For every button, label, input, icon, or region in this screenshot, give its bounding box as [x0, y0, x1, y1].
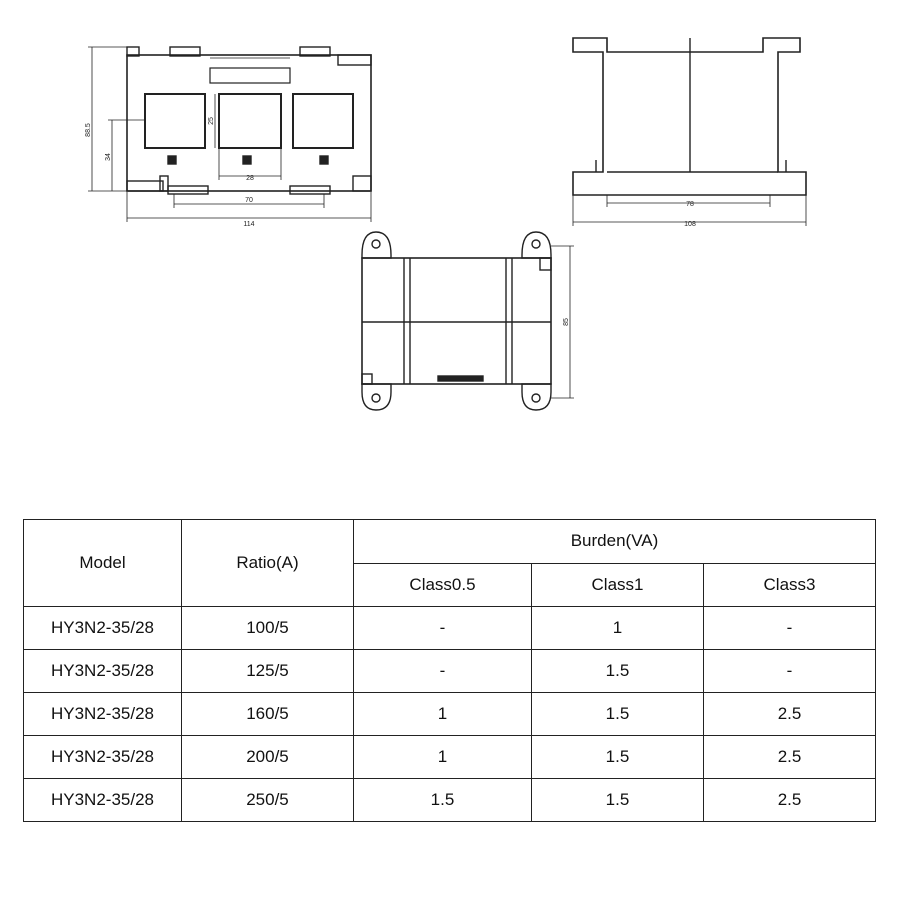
top-view-labels: [563, 318, 570, 326]
side-view-labels: [684, 201, 696, 228]
cell-ratio: 250/5: [182, 779, 354, 822]
dim-inner-height-label: 34: [105, 153, 112, 161]
cell-model: HY3N2-35/28: [24, 779, 182, 822]
phase-label: S1: [169, 155, 176, 165]
cell-class-05: 1.5: [354, 779, 532, 822]
cell-class-3: 2.5: [704, 779, 876, 822]
table-row: [24, 736, 876, 779]
cell-class-05: -: [354, 650, 532, 693]
cell-ratio: 100/5: [182, 607, 354, 650]
cell-class-3: 2.5: [704, 693, 876, 736]
dim-total-width-label: 114: [243, 221, 255, 228]
header-burden: Burden(VA): [354, 520, 876, 564]
top-view: [362, 232, 574, 410]
phase-label: S1: [321, 155, 328, 165]
cell-model: HY3N2-35/28: [24, 607, 182, 650]
dim-window-width-label: 28: [246, 175, 254, 182]
table-header-row: [24, 520, 876, 564]
cell-class-1: 1.5: [532, 779, 704, 822]
cell-class-3: 2.5: [704, 736, 876, 779]
header-model: Model: [24, 520, 182, 607]
header-ratio: Ratio(A): [182, 520, 354, 607]
side-view: [573, 38, 806, 226]
header-class-1: Class1: [532, 563, 704, 607]
cell-ratio: 200/5: [182, 736, 354, 779]
dim-depth-label: 85: [563, 318, 570, 326]
cell-model: HY3N2-35/28: [24, 650, 182, 693]
cell-class-1: 1.5: [532, 736, 704, 779]
cell-class-05: 1: [354, 693, 532, 736]
cell-class-1: 1.5: [532, 693, 704, 736]
spec-table: [23, 519, 876, 822]
cell-class-05: 1: [354, 736, 532, 779]
dim-mount-spacing-label: 70: [245, 197, 253, 204]
cell-class-3: -: [704, 607, 876, 650]
phase-label: S1: [244, 155, 251, 165]
dim-body-width-label: 78: [686, 201, 694, 208]
table-row: [24, 779, 876, 822]
table-row: [24, 650, 876, 693]
cell-class-05: -: [354, 607, 532, 650]
dim-window-height-label: 25: [208, 117, 215, 125]
table-row: [24, 607, 876, 650]
front-view: [88, 47, 371, 222]
cell-class-3: -: [704, 650, 876, 693]
dim-total-width-label: 108: [684, 221, 696, 228]
cell-class-1: 1.5: [532, 650, 704, 693]
cell-model: HY3N2-35/28: [24, 693, 182, 736]
cell-ratio: 125/5: [182, 650, 354, 693]
header-class-3: Class3: [704, 563, 876, 607]
cell-model: HY3N2-35/28: [24, 736, 182, 779]
front-view-labels: [85, 117, 328, 228]
table-row: [24, 693, 876, 736]
dim-height-label: 88.5: [85, 123, 92, 137]
cell-class-1: 1: [532, 607, 704, 650]
header-class-05: Class0.5: [354, 563, 532, 607]
cell-ratio: 160/5: [182, 693, 354, 736]
